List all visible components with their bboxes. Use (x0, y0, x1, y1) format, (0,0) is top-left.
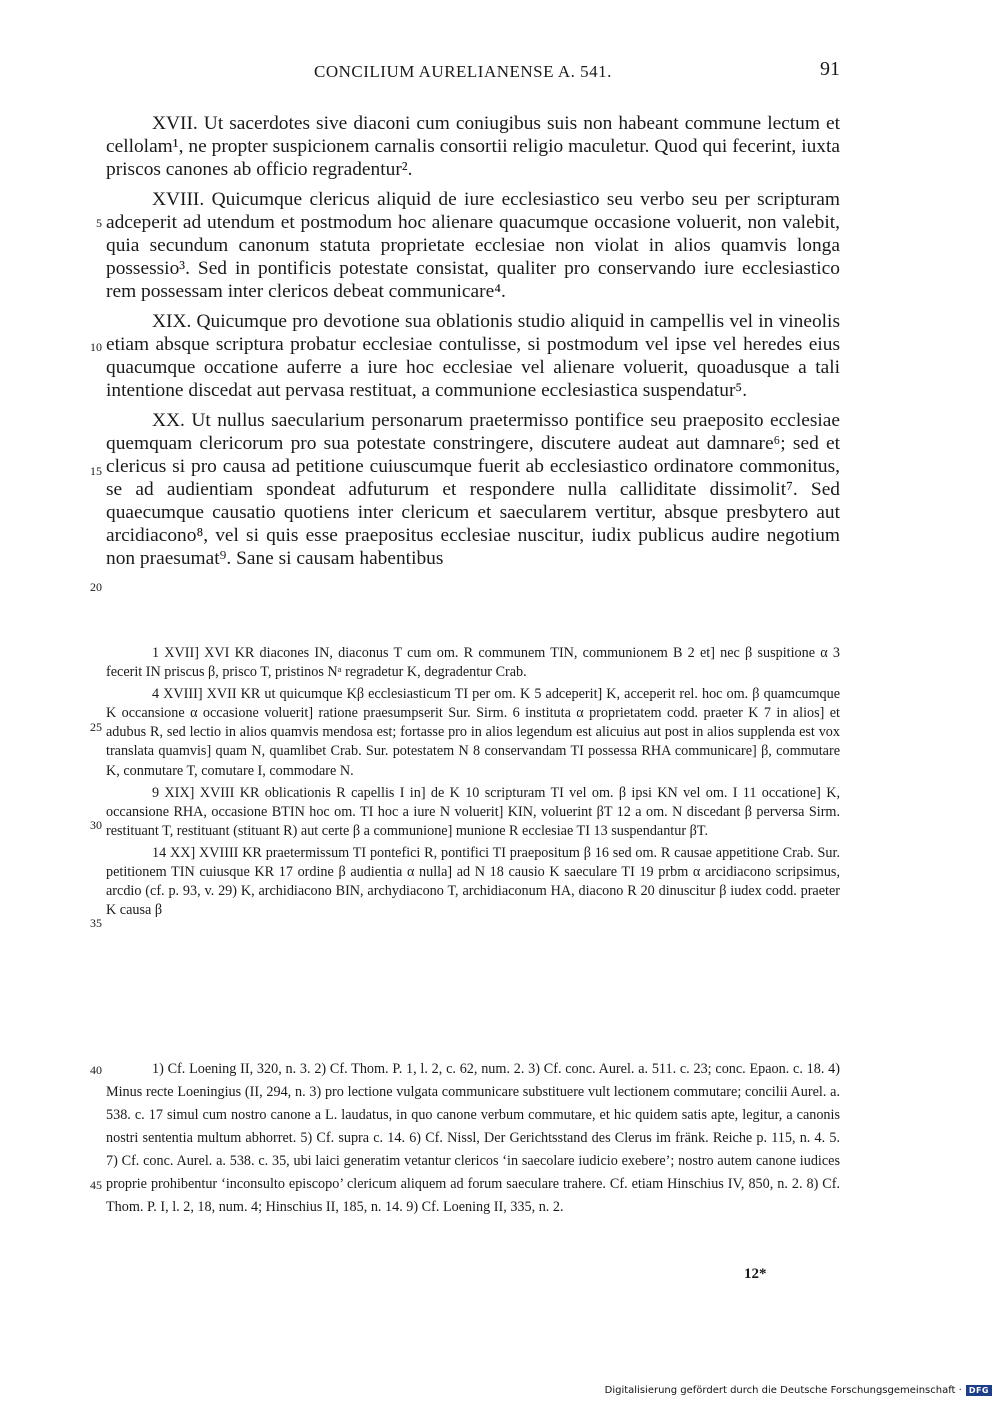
footnote-block: 1) Cf. Loening II, 320, n. 3. 2) Cf. Thom. P. 1, l. 2, c. 62, num. 2. 3) Cf. conc. Aurel. a. 511. c. 23; conc. Epaon. c. 18. 4) Minus recte Loeningius (II, 294, n. 3) pro lectione vulgata communicare substituere vult lectionem commutare; concilii Aurel. a. 538. c. 17 simul cum nostro canone a L. laudatus, in quo canone verbum commutare, et hic quidem satis apte, legitur, a canonis nostri sententia multum abhorret. 5) Cf. supra c. 14. 6) Cf. Nissl, Der Gerichtsstand des Clerus im fränk. Reiche p. 115, n. 4. 5. 7) Cf. conc. Aurel. a. 538. c. 35, ubi laici generatim vetantur clericos ‘in saecolare iudicio exebere’; nostro autem canone iudices proprie prohibentur ‘inconsulto episcopo’ clericum aliquem ad forum saeculare trahere. Cf. etiam Hinschius IV, 850, n. 2. 8) Cf. Thom. P. I, l. 2, 18, num. 4; Hinschius II, 185, n. 14. 9) Cf. Loening II, 335, n. 2. (106, 1061, 840, 1215)
line-number: 5 (96, 216, 102, 230)
signature-mark: 12* (744, 1266, 767, 1282)
line-number: 20 (90, 580, 102, 594)
page-header (106, 58, 840, 88)
line-number: 15 (90, 464, 102, 478)
main-text (106, 112, 840, 577)
canon-xix: XIX. Quicumque pro devotione sua oblationis studio aliquid in campellis vel in vineolis etiam absque scriptura probatur ecclesiae contulisse, si postmodum vel ipse vel heredes eius quacumque occatione auferre a iure hoc ecclesiae vel alienare voluerit, quoadusque a tali intentione discedat aut pervasa restituat, a communione ecclesiastica suspendatur⁵. (106, 311, 840, 401)
canon-xvii: XVII. Ut sacerdotes sive diaconi cum coniugibus suis non habeant commune lectum et cellolam¹, ne propter suspicionem carnalis consortii religio maculetur. Quod qui fecerint, iuxta priscos canones ab officio regradentur². (106, 113, 840, 180)
footnotes (106, 1058, 840, 1219)
line-number: 30 (90, 818, 102, 832)
dfg-logo: DFG (966, 1385, 992, 1396)
footer-credit (605, 1385, 992, 1396)
canon-xviii: XVIII. Quicumque clericus aliquid de iure ecclesiastico seu verbo seu per scripturam adceperit ad utendum et postmodum hoc alienare quacumque occasione voluerit, non valebit, quia secundum canonum statuta proprietate ecclesiae non violat in alios quamvis longa possessio³. Sed in pontificis potestate consistat, qualiter pro conservando iure ecclesiastico rem possessam inter clericos debeat communicare⁴. (106, 189, 840, 302)
apparatus-xix: 9 XIX] XVIII KR oblicationis R capellis I in] de K 10 scripturam TI vel om. β ipsi KN vel om. I 11 occatione] K, occansione RHA, occasione BTIN hoc om. TI hoc a iure N voluerit] KIN, voluerint βT 12 a om. N discedant β perversa Sirm. restituant T, restituant (stituant R) aut certe β a communione] munione R ecclesiae TI 13 suspendantur βT. (106, 784, 840, 839)
canon-xx: XX. Ut nullus saecularium personarum praetermisso pontifice seu praeposito ecclesiae quemquam clericorum pro sua potestate constringere, discutere audeat aut damnare⁶; sed et clericus si pro causa ad petitione cuiuscumque fuerit ab ecclesiastico ordinatore commonitus, se ad audientiam spondeat adfuturum et respondere nulla calliditate dissimolit⁷. Sed quaecumque causatio quotiens inter clericum et saecularem vertitur, absque presbytero aut arcidiacono⁸, vel si quis esse praepositus ecclesiae nuscitur, iudix publicus audire negotium non praesumat⁹. Sane si causam habentibus (106, 410, 840, 569)
apparatus-xx: 14 XX] XVIIII KR praetermissum TI pontefici R, pontifici TI praepositum β 16 sed om. R causae appetitione Crab. Sur. petitionem TIN cuiusque KR 17 ordine β audientia α nulla] ad N 18 causio K saeculare TI 19 prbm α arcidiacono scripsimus, arcdio (cf. p. 93, v. 29) K, archidiacono BIN, archydiacono T, archidiaconum HA, diacono R 20 dinuscitur β iudex codd. praeter K causa β (106, 844, 840, 919)
page-number: 91 (820, 58, 840, 80)
apparatus-xviii: 4 XVIII] XVII KR ut quicumque Kβ ecclesiasticum TI per om. K 5 adceperit] K, acceperit rel. hoc om. β quamcumque K occansione α occasione voluerit] ratione praesumpserit Sur. Sirm. 6 instituta α proprietatem codd. praeter K 7 in alios] et adubus R, sed lectio in alios quamvis mendosa est; fortasse pro in alios legendum est alicuius aut post in alios supplenda est vox translata quamvis] quam N, quamlibet Crab. Sur. potestatem N 8 conservandam TI possessa RHA communicare] β, commutare K, conmutare T, comutare I, commodare N. (106, 686, 840, 779)
line-number: 10 (90, 340, 102, 354)
footer-text: Digitalisierung gefördert durch die Deutsche Forschungsgemeinschaft · (604, 1385, 962, 1396)
line-number: 45 (90, 1178, 102, 1192)
line-number: 40 (90, 1063, 102, 1077)
line-number: 35 (90, 916, 102, 930)
apparatus-xvii: 1 XVII] XVI KR diacones IN, diaconus T cum om. R communem TIN, communionem B 2 et] nec β suspitione α 3 fecerit IN priscus β, prisco T, pristinos Nᵃ regradetur K, degradentur Crab. (106, 645, 840, 681)
running-title: CONCILIUM AURELIANENSE A. 541. (314, 62, 612, 81)
line-number: 25 (90, 720, 102, 734)
critical-apparatus (106, 644, 840, 923)
